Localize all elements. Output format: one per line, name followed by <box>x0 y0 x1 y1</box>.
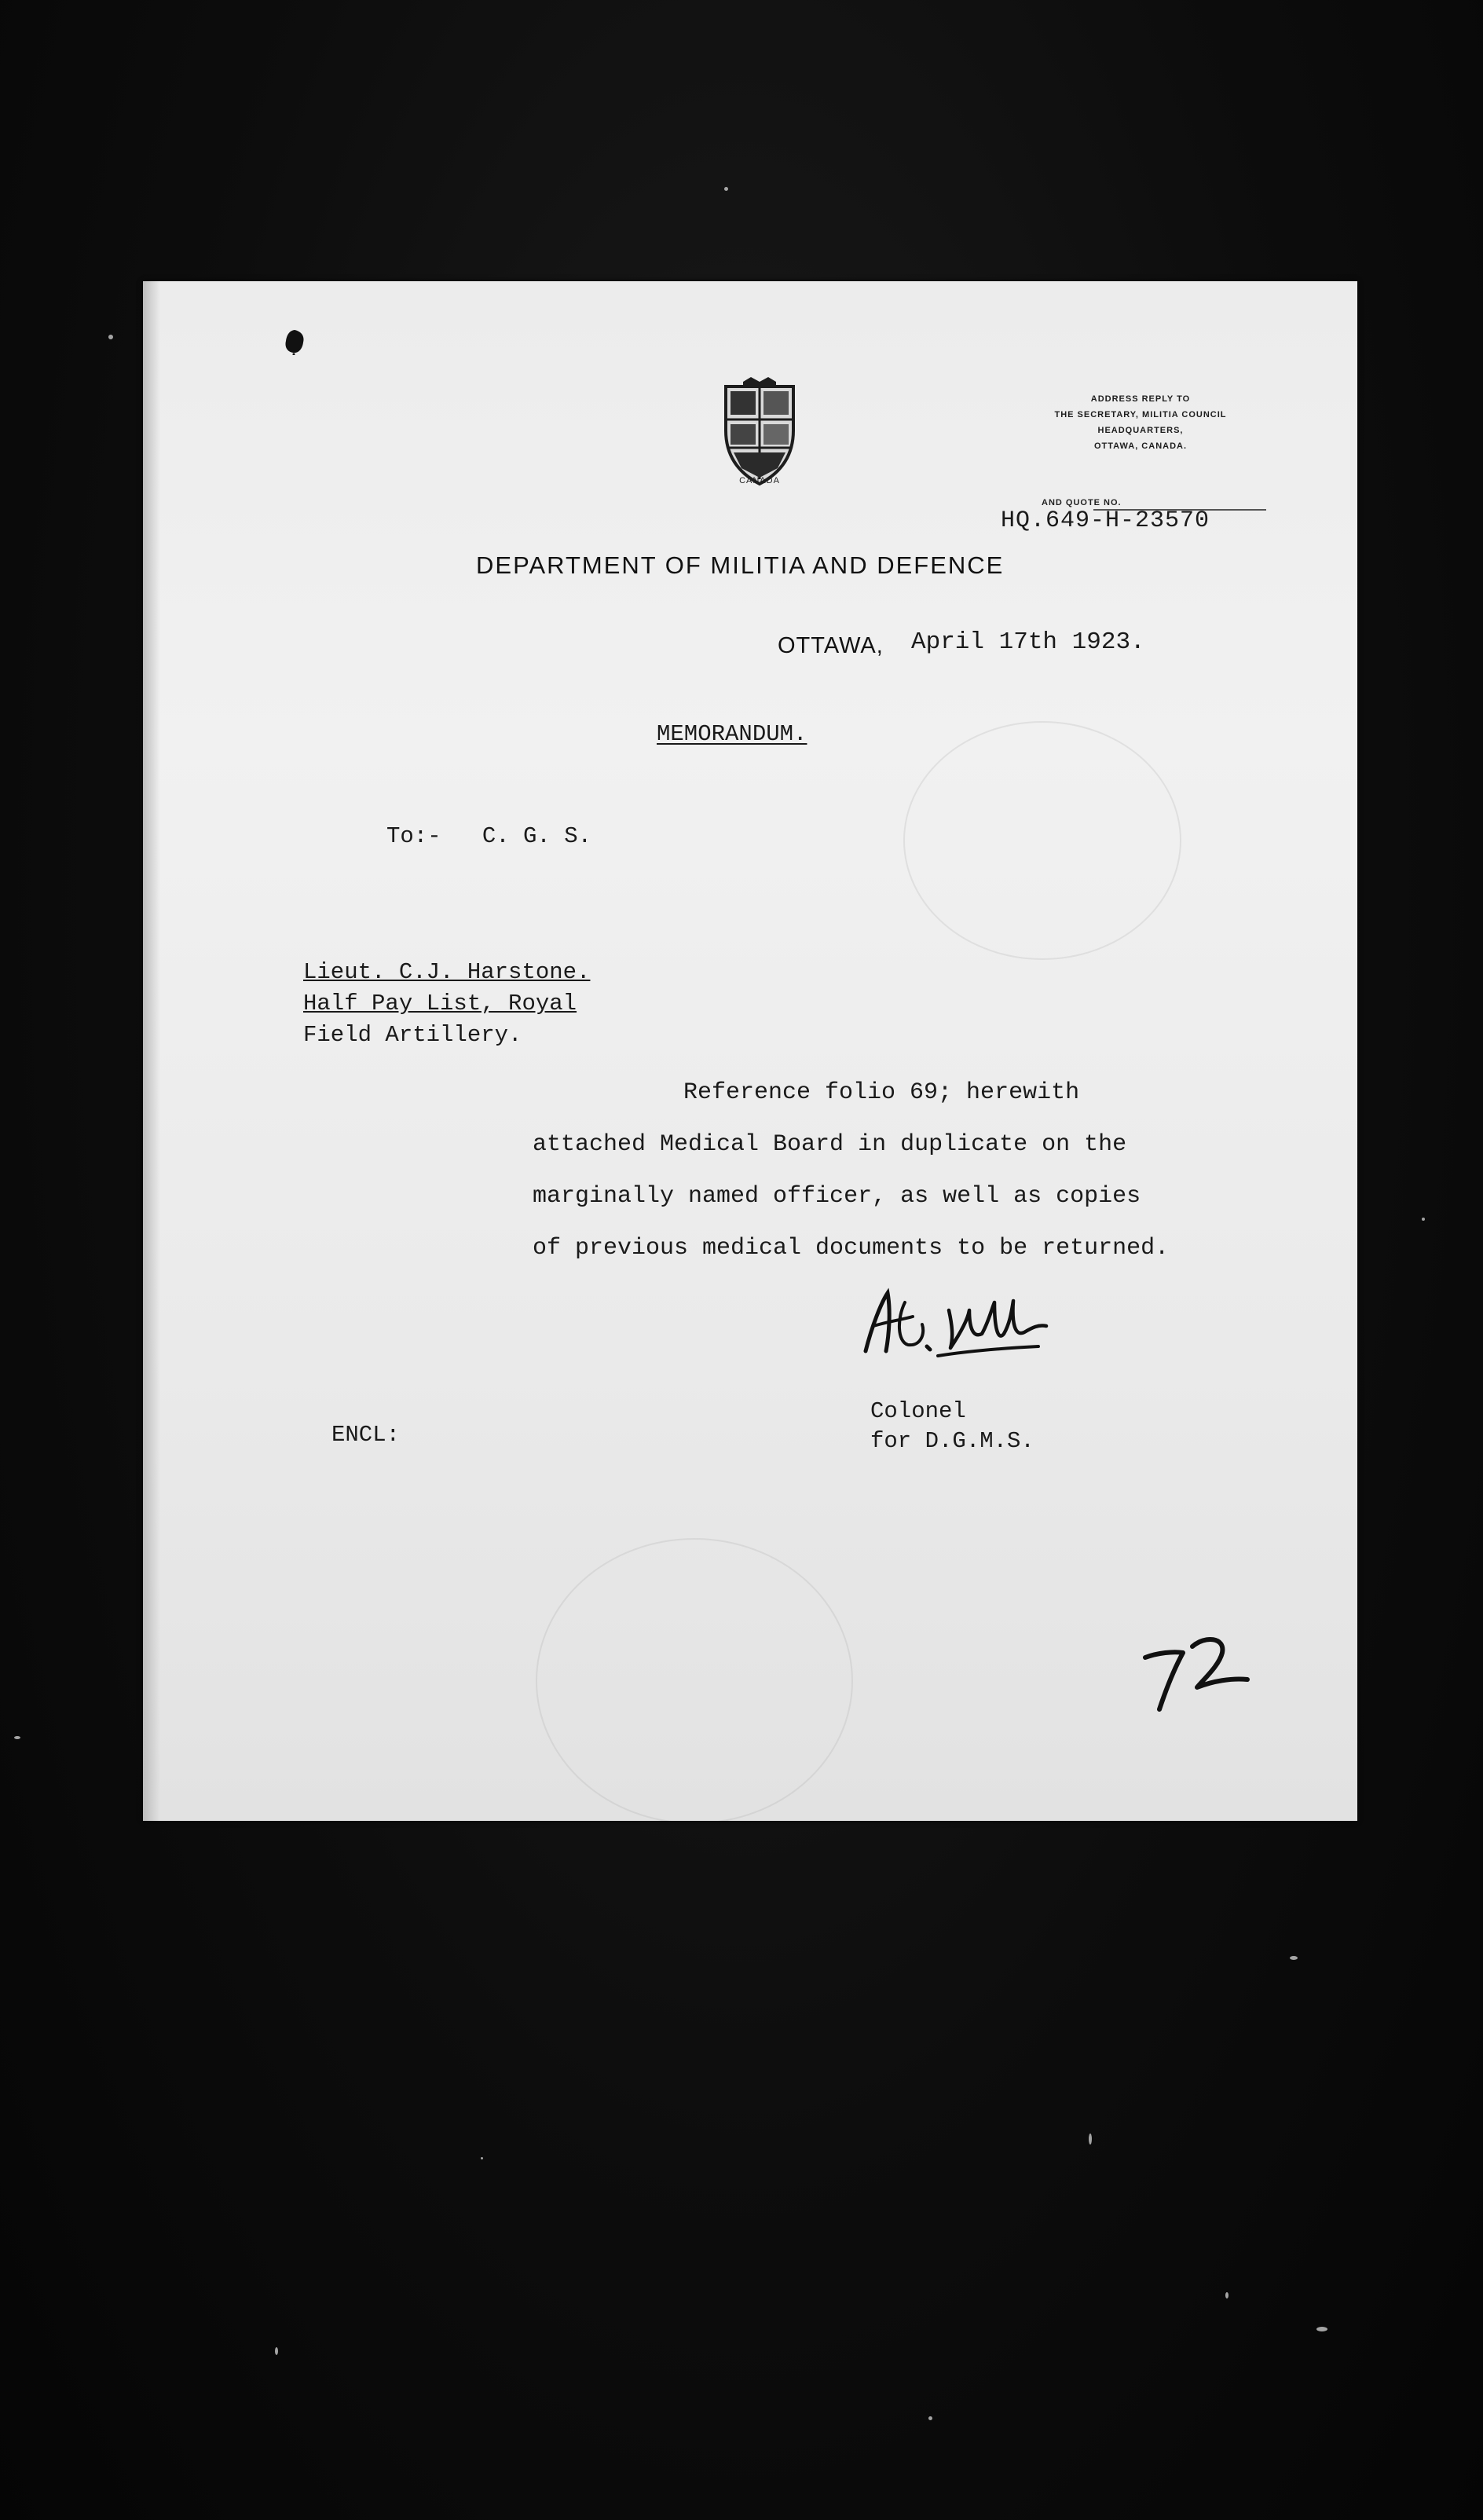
quote-number-label: AND QUOTE NO. <box>1042 498 1122 507</box>
address-line: HEADQUARTERS, <box>1097 426 1184 435</box>
file-number: HQ.649-H-23570 <box>1001 507 1210 534</box>
dust-speck <box>481 2157 483 2159</box>
dust-speck <box>1316 2327 1327 2331</box>
reply-address-block <box>1015 391 1266 454</box>
department-heading: DEPARTMENT OF MILITIA AND DEFENCE <box>476 551 1005 579</box>
dust-speck <box>14 1736 20 1739</box>
memorandum-page <box>143 281 1357 1821</box>
signatory-rank: Colonel <box>870 1398 966 1424</box>
memo-heading: MEMORANDUM. <box>657 721 807 747</box>
body-line: Reference folio 69; herewith <box>683 1079 1080 1106</box>
page-edge-shadow <box>143 281 160 1821</box>
reference-line: Field Artillery. <box>303 1022 522 1048</box>
handwritten-folio-number <box>1134 1631 1252 1717</box>
dust-speck <box>275 2347 278 2355</box>
dust-speck <box>108 335 113 339</box>
body-line: marginally named officer, as well as copies <box>533 1183 1141 1210</box>
dust-speck <box>928 2416 932 2420</box>
faint-stamp-mark <box>536 1538 853 1821</box>
crest-caption: CANADA <box>739 476 780 485</box>
body-line: attached Medical Board in duplicate on the <box>533 1131 1127 1158</box>
dust-speck <box>1089 2134 1092 2145</box>
address-line: THE SECRETARY, MILITIA COUNCIL <box>1054 410 1227 419</box>
reference-line: Lieut. C.J. Harstone. <box>303 959 591 985</box>
dust-speck <box>1290 1956 1298 1960</box>
place-label: OTTAWA, <box>778 633 884 658</box>
memo-date: April 17th 1923. <box>911 628 1145 656</box>
ink-blot <box>283 328 306 355</box>
dust-speck <box>724 187 728 191</box>
signatory-office: for D.G.M.S. <box>870 1428 1034 1454</box>
reference-line: Half Pay List, Royal <box>303 991 577 1016</box>
handwritten-signature <box>850 1279 1086 1365</box>
dust-speck <box>1422 1218 1425 1221</box>
signature-block <box>870 1397 1034 1456</box>
body-line: of previous medical documents to be returned. <box>533 1235 1170 1262</box>
address-line: ADDRESS REPLY TO <box>1090 394 1191 404</box>
faint-stamp-mark <box>903 721 1181 960</box>
enclosure-label: ENCL: <box>331 1422 401 1448</box>
dust-speck <box>1225 2292 1229 2298</box>
margin-reference <box>303 957 590 1051</box>
address-line: OTTAWA, CANADA. <box>1093 441 1188 451</box>
recipient-line: To:- C. G. S. <box>386 823 592 849</box>
memo-body <box>533 1067 1169 1274</box>
